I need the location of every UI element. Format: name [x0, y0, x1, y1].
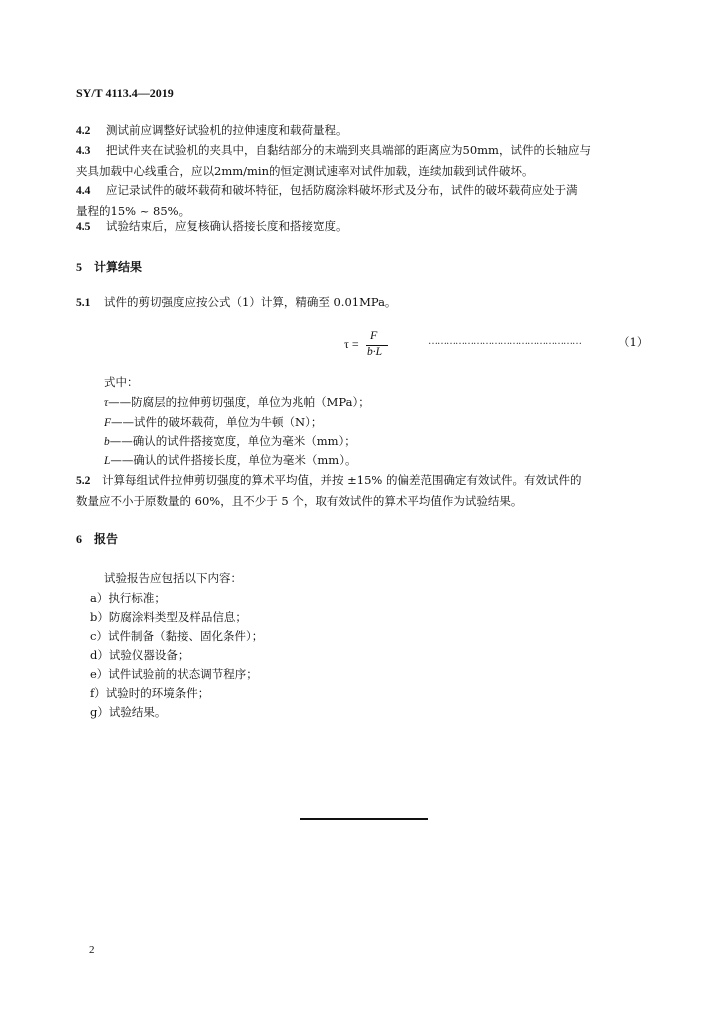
variable-desc: 试件的破坏载荷，单位为牛顿（N）；	[134, 415, 323, 429]
clause-4-4	[76, 180, 652, 221]
variable-symbol: τ	[104, 397, 109, 409]
section-5-heading	[76, 258, 142, 275]
formula-leader-dots: ……………………………………………	[428, 336, 581, 347]
report-intro: 试验报告应包括以下内容：	[104, 571, 242, 585]
report-item-c: c）试件制备（黏接、固化条件）；	[90, 629, 264, 643]
clause-number: 4.2	[76, 125, 91, 137]
section-6-heading	[76, 530, 118, 547]
section-title: 报告	[94, 532, 119, 546]
clause-text-line-1: 应记录试件的破坏载荷和破坏特征，包括防腐涂料破坏形式及分布，试件的破坏载荷应处于满	[106, 183, 578, 197]
clause-number: 4.4	[76, 185, 91, 197]
variable-tau	[104, 394, 370, 410]
clause-number: 5.2	[76, 475, 91, 487]
end-of-document-rule	[300, 818, 428, 820]
variable-desc: 防腐层的拉伸剪切强度，单位为兆帕（MPa）；	[131, 395, 370, 409]
variable-dash: ——	[110, 453, 134, 467]
variable-dash: ——	[111, 415, 135, 429]
variable-symbol: b	[104, 436, 110, 448]
clause-5-1	[76, 292, 652, 313]
where-label: 式中：	[104, 375, 139, 389]
variable-symbol: L	[104, 455, 111, 467]
clause-text-line-1: 把试件夹在试验机的夹具中，自黏结部分的末端到夹具端部的距离应为50mm，试件的长轴应与	[106, 143, 591, 157]
formula-denominator: b·L	[367, 346, 383, 358]
variable-symbol: F	[104, 417, 112, 429]
formula-1	[344, 328, 404, 360]
clause-number: 5.1	[76, 297, 91, 309]
variable-f	[104, 414, 322, 430]
clause-number: 4.5	[76, 221, 91, 233]
report-item-e: e）试件试验前的状态调节程序；	[90, 667, 258, 681]
variable-b	[104, 433, 356, 449]
clause-text-line-2: 量程的15% ~ 85%。	[76, 204, 191, 218]
section-title: 计算结果	[94, 260, 143, 274]
clause-text-line-2: 夹具加载中心线重合，应以2mm/min的恒定测试速率对试件加载，连续加载到试件破坏。	[76, 164, 534, 178]
page-number: 2	[89, 944, 95, 956]
report-item-b: b）防腐涂料类型及样品信息；	[90, 610, 247, 624]
standard-id: SY/T 4113.4—2019	[76, 86, 174, 100]
section-number: 5	[76, 260, 82, 274]
formula-lhs: τ =	[344, 337, 359, 351]
variable-dash: ——	[109, 434, 133, 448]
report-item-g: g）试验结果。	[90, 705, 167, 719]
report-item-d: d）试验仪器设备；	[90, 648, 190, 662]
clause-4-2	[76, 120, 652, 141]
clause-text: 试验结束后，应复核确认搭接长度和搭接宽度。	[106, 219, 348, 233]
report-item-f: f）试验时的环境条件；	[90, 686, 210, 700]
report-item-a: a）执行标准；	[90, 591, 166, 605]
clause-text: 试件的剪切强度应按公式（1）计算，精确至 0.01MPa。	[104, 295, 397, 309]
clause-text-line-2: 数量应不小于原数量的 60%，且不少于 5 个，取有效试件的算术平均值作为试验结果。	[76, 494, 523, 508]
variable-l	[104, 452, 356, 468]
section-number: 6	[76, 532, 82, 546]
clause-number: 4.3	[76, 145, 91, 157]
clause-4-5	[76, 216, 652, 237]
formula-number: （1）	[618, 335, 649, 349]
variable-desc: 确认的试件搭接宽度，单位为毫米（mm）；	[132, 434, 356, 448]
clause-5-2	[76, 470, 652, 511]
variable-dash: ——	[108, 395, 132, 409]
clause-text-line-1: 计算每组试件拉伸剪切强度的算术平均值，并按 ±15% 的偏差范围确定有效试件。有效试件的	[102, 473, 582, 487]
clause-text: 测试前应调整好试验机的拉伸速度和载荷量程。	[106, 123, 348, 137]
variable-desc: 确认的试件搭接长度，单位为毫米（mm）。	[133, 453, 357, 467]
clause-4-3	[76, 140, 652, 181]
formula-numerator: F	[370, 328, 378, 342]
